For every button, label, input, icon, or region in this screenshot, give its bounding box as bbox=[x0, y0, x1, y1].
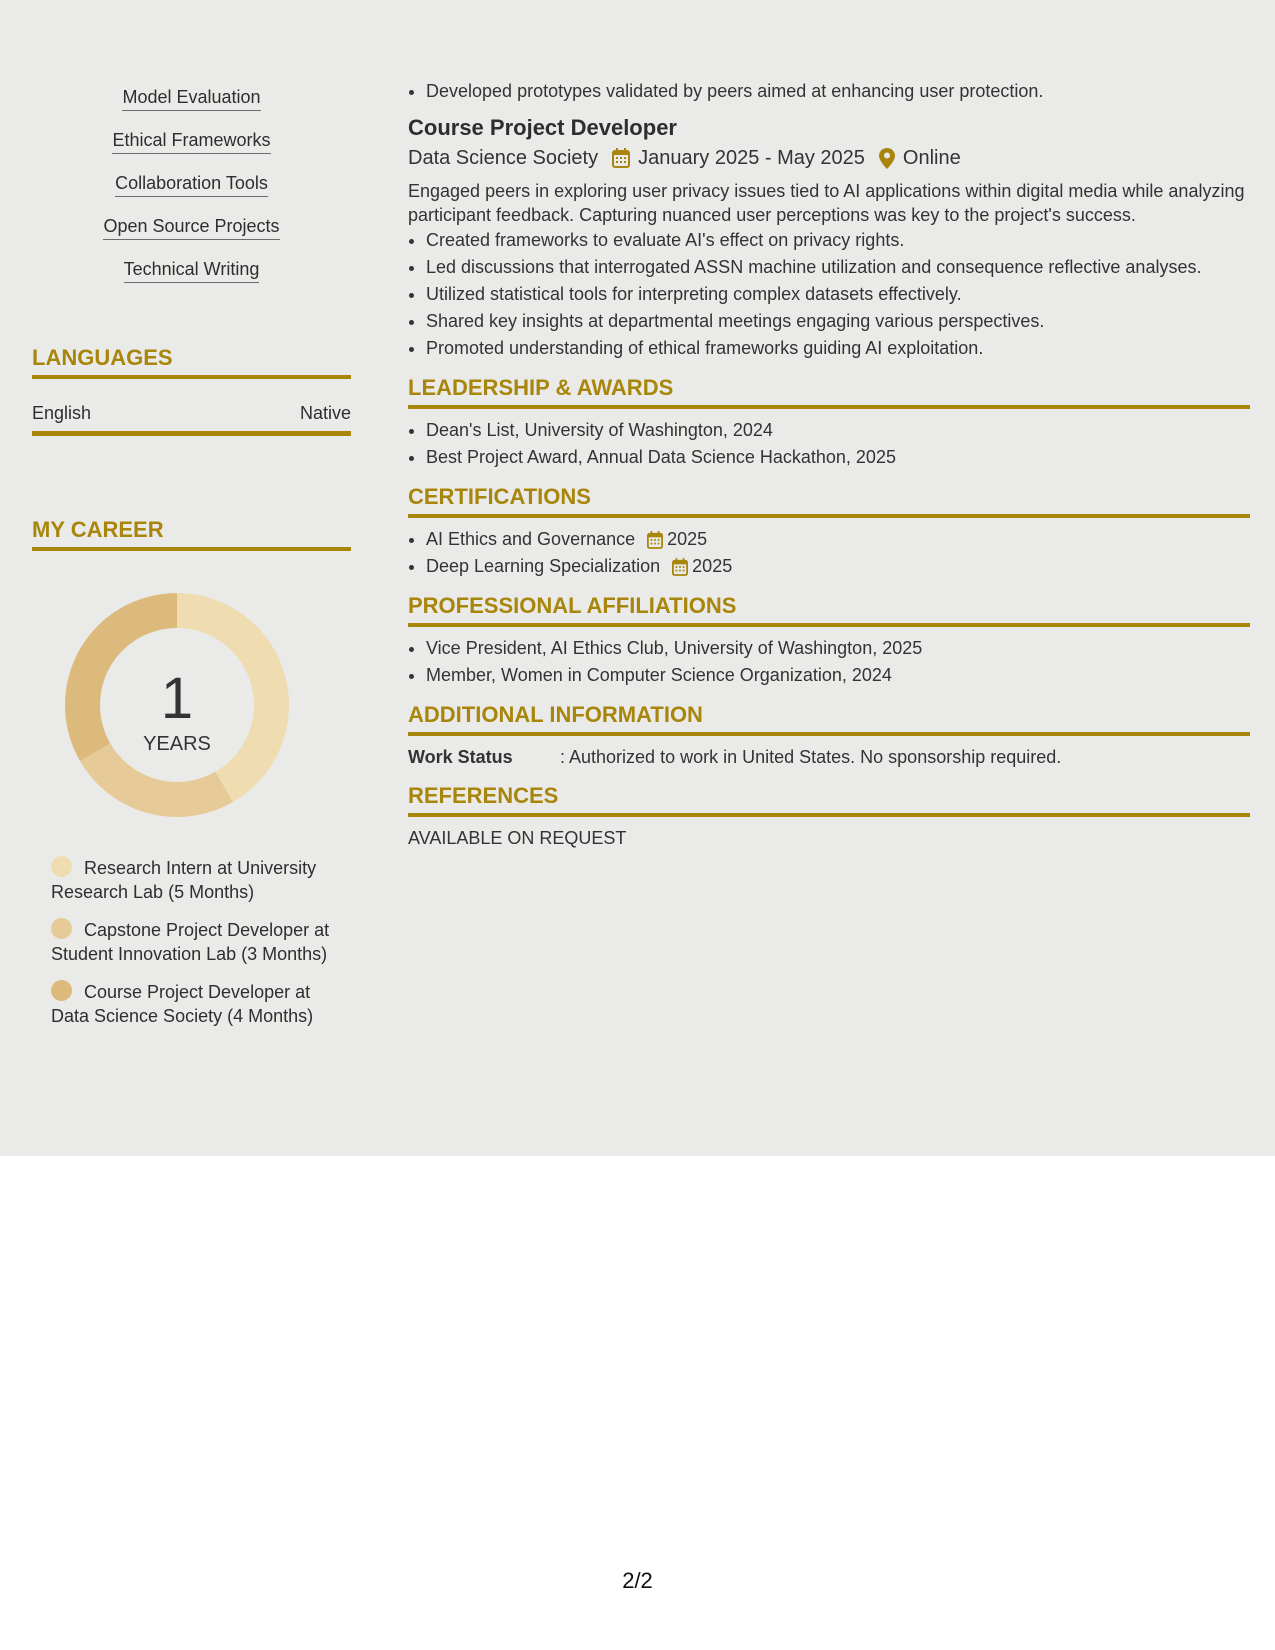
job-description: Engaged peers in exploring user privacy issues tied to AI applications within digital media while analyzing participant feedback. Capturing nuanced user perceptions was key to the project's success. bbox=[408, 181, 1245, 225]
career-total-value: 1 bbox=[160, 666, 194, 731]
affiliation-item: • Member, Women in Computer Science Organization, 2024 bbox=[426, 662, 1250, 689]
references-text: AVAILABLE ON REQUEST bbox=[408, 828, 627, 848]
job-dates: January 2025 - May 2025 bbox=[638, 147, 865, 169]
career-legend-item bbox=[51, 856, 341, 904]
leadership-list bbox=[408, 417, 1250, 471]
skill-item: Model Evaluation bbox=[122, 86, 260, 111]
work-status-label: Work Status bbox=[408, 747, 513, 767]
legend-dot bbox=[51, 856, 72, 877]
bullet-item: • Developed prototypes validated by peers aimed at enhancing user protection. bbox=[426, 78, 1250, 105]
legend-label: Course Project Developer at Data Science Society (4 Months) bbox=[51, 982, 314, 1026]
legend-dot bbox=[51, 918, 72, 939]
career-heading: MY CAREER bbox=[32, 516, 351, 551]
main-content bbox=[408, 78, 1250, 851]
language-row bbox=[32, 401, 351, 436]
certification-name: • AI Ethics and Governance bbox=[426, 529, 636, 549]
affiliations-heading: PROFESSIONAL AFFILIATIONS bbox=[408, 592, 1250, 627]
bullet-item: • Led discussions that interrogated ASSN machine utilization and consequence reflective analyses. bbox=[426, 254, 1250, 281]
legend-label: Research Intern at University Research Lab (5 Months) bbox=[51, 858, 317, 902]
certification-year: 2025 bbox=[692, 556, 733, 576]
certifications-list bbox=[408, 526, 1250, 580]
career-donut-chart bbox=[62, 590, 292, 820]
career-total-unit: YEARS bbox=[143, 733, 211, 755]
skill-item: Collaboration Tools bbox=[115, 172, 268, 197]
career-legend bbox=[51, 856, 341, 1042]
page-number: 2/2 bbox=[622, 1568, 653, 1593]
bullet-item: • Created frameworks to evaluate AI's effect on privacy rights. bbox=[426, 227, 1250, 254]
work-status-row bbox=[408, 744, 1250, 770]
certifications-heading: CERTIFICATIONS bbox=[408, 483, 1250, 518]
language-level: Native bbox=[299, 403, 351, 423]
leadership-item: • Dean's List, University of Washington, 2024 bbox=[426, 417, 1250, 444]
job-location: Online bbox=[902, 147, 961, 169]
skills-list bbox=[32, 86, 351, 301]
certification-item bbox=[426, 526, 1250, 553]
certification-name: • Deep Learning Specialization bbox=[426, 556, 661, 576]
leadership-heading: LEADERSHIP & AWARDS bbox=[408, 374, 1250, 409]
leadership-item: • Best Project Award, Annual Data Science Hackathon, 2025 bbox=[426, 444, 1250, 471]
donut-segment-1 bbox=[177, 593, 289, 802]
career-legend-item bbox=[51, 918, 341, 966]
languages-heading: LANGUAGES bbox=[32, 344, 351, 379]
references-heading: REFERENCES bbox=[408, 782, 1250, 817]
bullet-item: • Utilized statistical tools for interpreting complex datasets effectively. bbox=[426, 281, 1250, 308]
additional-info-heading: ADDITIONAL INFORMATION bbox=[408, 701, 1250, 736]
affiliations-list bbox=[408, 635, 1250, 689]
affiliation-item: • Vice President, AI Ethics Club, University of Washington, 2025 bbox=[426, 635, 1250, 662]
job-organization: Data Science Society bbox=[408, 147, 599, 169]
job-meta bbox=[408, 143, 1250, 173]
legend-label: Capstone Project Developer at Student Innovation Lab (3 Months) bbox=[51, 920, 330, 964]
career-legend-item bbox=[51, 980, 341, 1028]
skill-item: Ethical Frameworks bbox=[112, 129, 270, 154]
certification-year: 2025 bbox=[667, 529, 708, 549]
previous-job-bullets bbox=[408, 78, 1250, 105]
job-title: Course Project Developer bbox=[408, 115, 677, 140]
calendar-icon bbox=[672, 558, 688, 576]
skill-item: Open Source Projects bbox=[103, 215, 279, 240]
bullet-item: • Shared key insights at departmental meetings engaging various perspectives. bbox=[426, 308, 1250, 335]
calendar-icon bbox=[647, 531, 663, 549]
bullet-item: • Promoted understanding of ethical frameworks guiding AI exploitation. bbox=[426, 335, 1250, 362]
language-name: English bbox=[32, 403, 92, 423]
certification-item bbox=[426, 553, 1250, 580]
legend-dot bbox=[51, 980, 72, 1001]
work-status-value: : Authorized to work in United States. No sponsorship required. bbox=[560, 747, 1062, 767]
job-bullets bbox=[408, 227, 1250, 362]
location-pin-icon bbox=[879, 148, 895, 169]
skill-item: Technical Writing bbox=[124, 258, 260, 283]
calendar-icon bbox=[612, 148, 630, 168]
